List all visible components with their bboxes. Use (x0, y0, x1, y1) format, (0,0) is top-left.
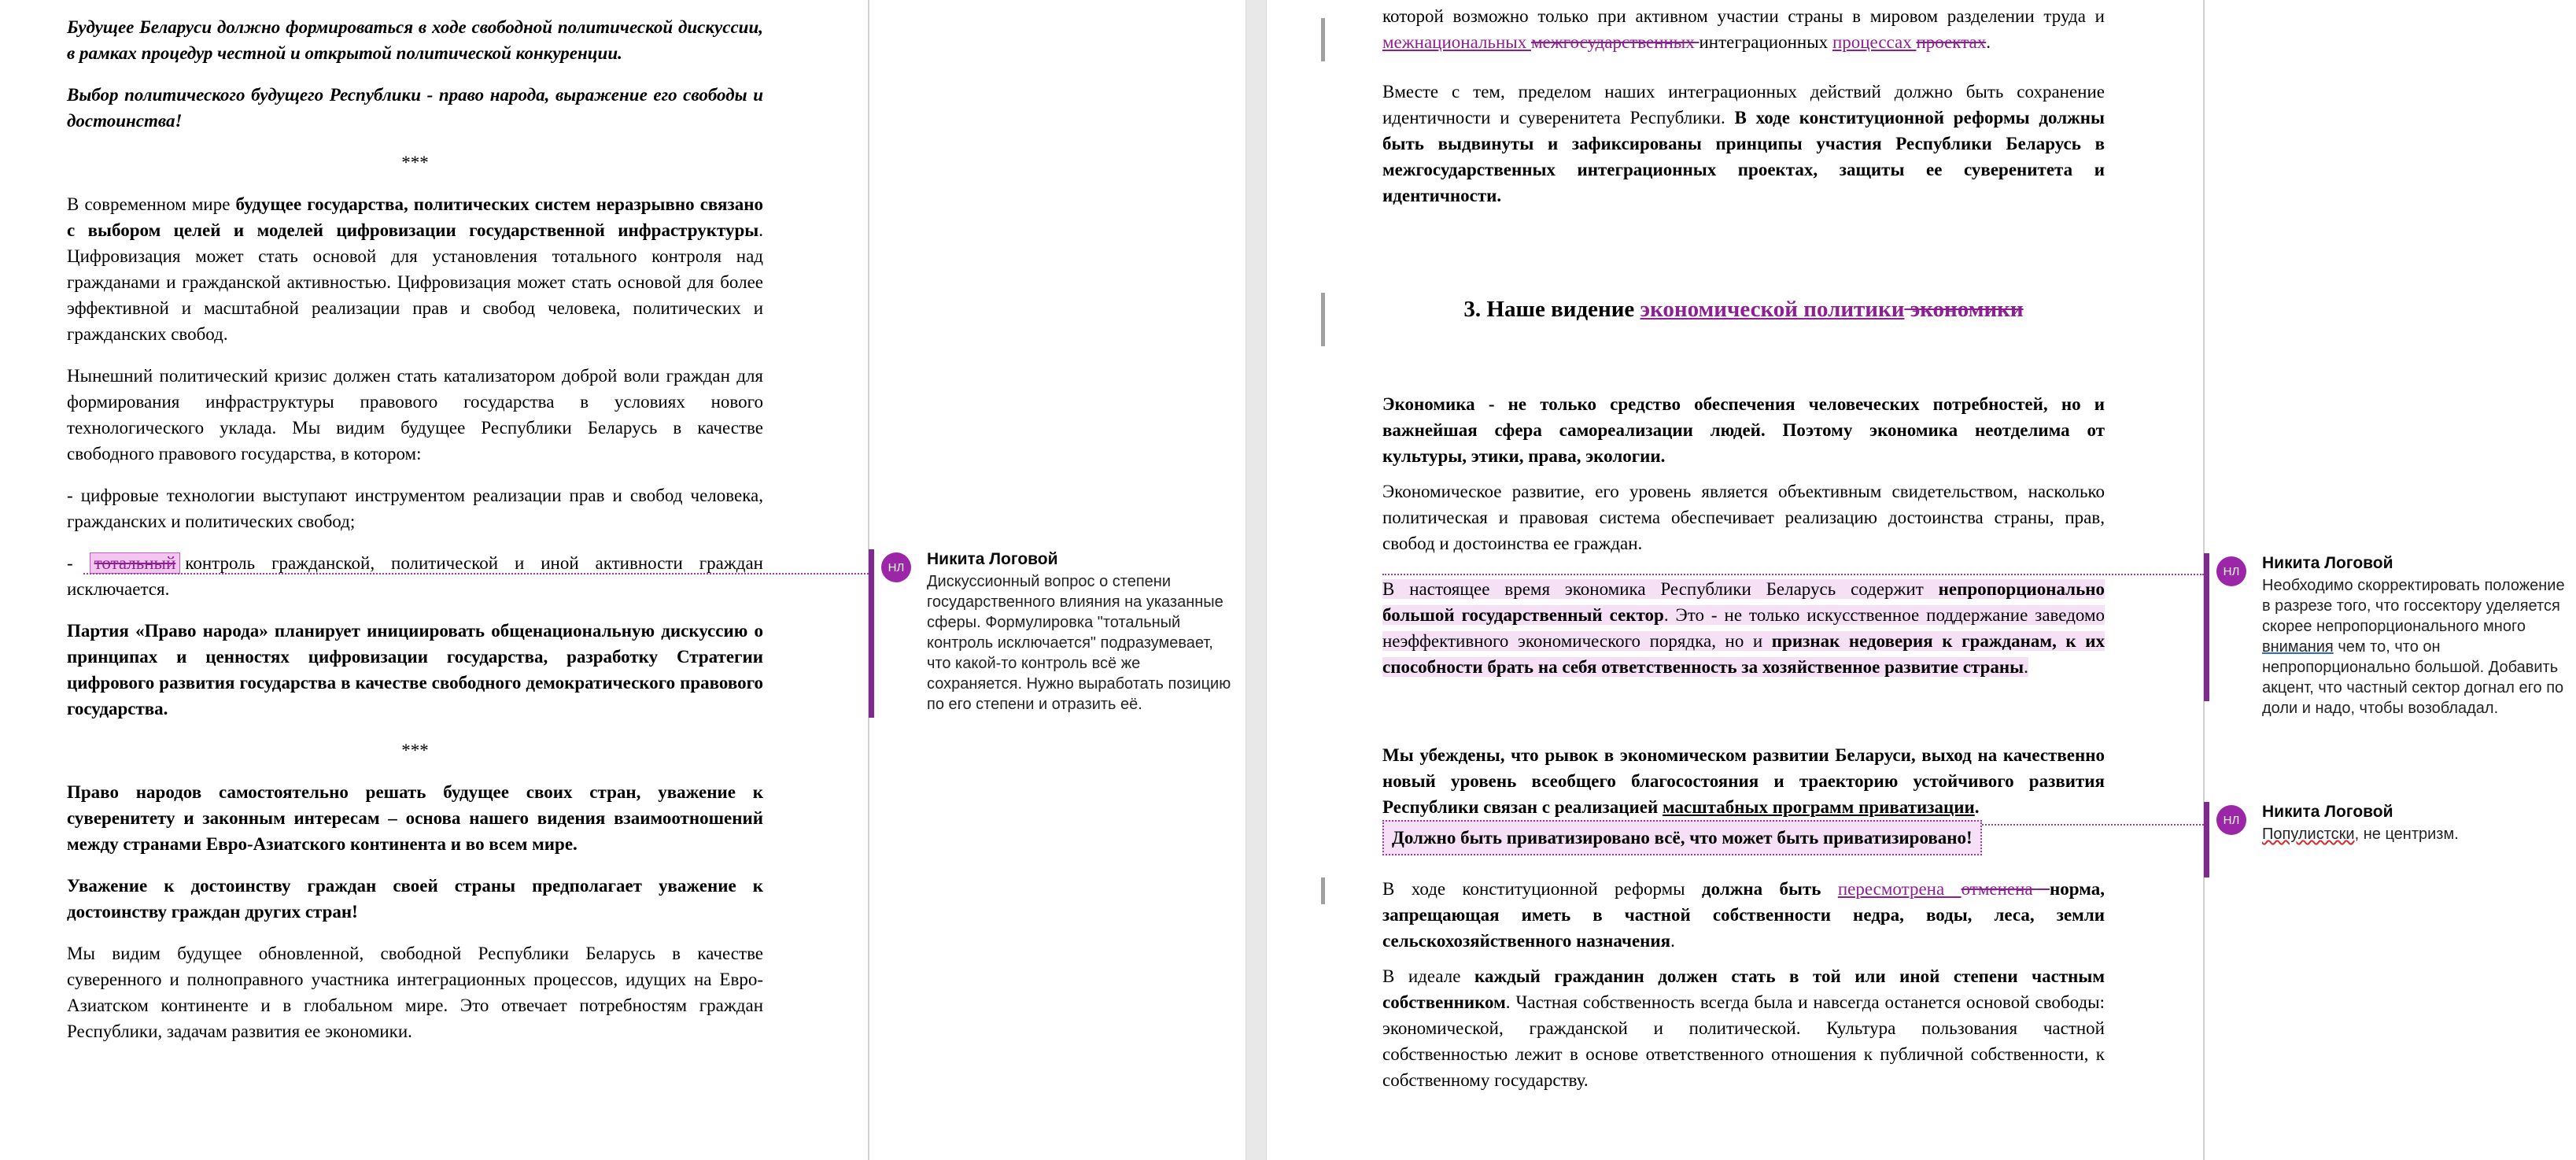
run-plain: . (1670, 931, 1675, 951)
change-bar (1321, 293, 1325, 346)
run-bold: непропорционально большой государственный сектор (1382, 579, 2105, 625)
avatar: НЛ (2216, 805, 2246, 835)
comment-author: Никита Логовой (2262, 803, 2393, 821)
tracked-insertion[interactable]: экономической политики (1640, 297, 1905, 322)
list-item-total-control[interactable] (67, 550, 763, 602)
paragraph-economy-def[interactable]: Экономика - не только средство обеспечения человеческих потребностей, но и важнейшая сфера самореализации людей. Поэтому экономика неотделима от культуры, этики, права, экологии. (1382, 394, 2105, 466)
run-plain: . (2024, 657, 2028, 677)
tracked-deletion[interactable]: отменена (1961, 879, 2050, 899)
highlight-box-privatize-all[interactable]: Должно быть приватизировано всё, что может быть приватизировано! (1382, 820, 1982, 855)
avatar: НЛ (881, 552, 911, 582)
run-plain: - (67, 553, 90, 573)
run-blue-underline: внимания (2262, 638, 2334, 656)
run-bold: . (1974, 797, 1980, 817)
paragraph-econ-development[interactable]: Экономическое развитие, его уровень является объективным свидетельством, насколько политическая и правовая система обеспечивает реализацию достоинства страны, прав, свобод и достоинства ее граждан. (1382, 482, 2105, 553)
run-bold: должна быть (1702, 879, 1838, 899)
comment-anchor-highlight (1382, 579, 2105, 677)
comment-text[interactable] (2262, 824, 2576, 844)
comment-selection-bar (2204, 802, 2209, 877)
run-underlined: масштабных программ приватизации (1663, 797, 1975, 817)
tracked-deletion[interactable]: экономики (1904, 297, 2024, 322)
paragraph-private-owner[interactable] (1382, 963, 2105, 1093)
run-plain: которой возможно только при активном участии страны в мировом разделении труда и (1382, 6, 2105, 26)
paragraph-intro-1[interactable]: Будущее Беларуси должно формироваться в ходе свободной политической дискуссии, в рамках процедур честной и открытой политической конкуренции. (67, 17, 763, 63)
tracked-insertion[interactable]: межнациональных (1382, 32, 1531, 52)
paragraph-crisis[interactable]: Нынешний политический кризис должен стать катализатором доброй воли граждан для формирования инфраструктуры правового государства в условиях нового технологического уклада. Мы видим будущее Республики Беларусь в качестве свободного правового государства, в котором: (67, 366, 763, 464)
run-plain: . Это - не только искусственное поддержание заведомо неэффективного экономического порядка, но и (1382, 605, 2105, 651)
tracked-deletion[interactable]: тотальный (94, 553, 176, 573)
change-bar (1321, 18, 1325, 61)
comment-anchor-line (83, 573, 869, 574)
paragraph-future-vision[interactable]: Мы видим будущее обновленной, свободной Республики Беларусь в качестве суверенного и полноправного участника интеграционных процессов, идущих на Евро-Азиатском континенте и в глобальном мире. Это отвечает потребностям граждан Республики, задачам развития ее экономики. (67, 944, 763, 1041)
comment-text[interactable]: Дискуссионный вопрос о степени государственного влияния на указанные сферы. Формулировка "тотальный контроль исключается" подразумевает, что какой-то контроль всё же сохраняется. Нужно выработать позицию по его степени и отразить её. (927, 573, 1231, 713)
run-plain: 3. Наше видение (1463, 297, 1640, 322)
run-plain: . (1986, 32, 1991, 52)
paragraph-constitutional-norm[interactable] (1382, 876, 2105, 954)
run-bold: Мы убеждены, что рывок в экономическом развитии Беларуси, выход на качественно новый уровень всеобщего благосостояния и траекторию устойчивого развития Республики связан с реализацией (1382, 745, 2105, 817)
run-bold: каждый гражданин должен стать в той или иной степени частным собственником (1382, 966, 2105, 1012)
run-plain: Необходимо скорректировать положение в разрезе того, что госсектору уделяется скорее непропорционального много (2262, 577, 2565, 635)
section-separator: *** (401, 153, 429, 172)
page-gap-divider (1246, 0, 1267, 1160)
section-separator: *** (401, 741, 429, 760)
comment-author: Никита Логовой (927, 550, 1058, 568)
section-heading-3[interactable] (1382, 294, 2105, 325)
page-2 (1267, 0, 2576, 1160)
run-plain: В настоящее время экономика Республики Беларусь содержит (1382, 579, 1939, 599)
run-plain: . Цифровизация может стать основой для установления тотального контроля над гражданами и гражданской активностью. Цифровизация может стать основой для более эффективной и масштабной реализации прав и свобод человека, политических и гражданских свобод. (67, 220, 763, 344)
paragraph-integration-tracked[interactable] (1382, 3, 2105, 55)
highlighted-paragraph-state-sector[interactable] (1382, 576, 2105, 680)
comment-text[interactable] (2262, 575, 2576, 719)
tracked-insertion[interactable]: пересмотрена (1837, 879, 1962, 899)
run-plain: . Частная собственность всегда была и навсегда останется основой свободы: экономической, гражданской и политической. Культура пользования частной собственностью лежит в основе ответственного отношения к публичной собственности, к собственному государству. (1382, 992, 2105, 1090)
page-1 (0, 0, 1246, 1160)
run-bold: норма, запрещающая иметь в частной собственности недра, воды, леса, земли сельскохозяйственного назначения (1382, 879, 2105, 951)
run-bold: В ходе конституционной реформы должны быть выдвинуты и зафиксированы принципы участия Республики Беларусь в межгосударственных интеграционных проектах, защиты ее суверенитета и идентичности. (1382, 108, 2105, 205)
change-bar (1321, 877, 1325, 904)
comment-anchor-highlight[interactable] (90, 552, 181, 574)
page-1-document-text (67, 14, 763, 1060)
tracked-deletion[interactable]: проектах (1916, 32, 1987, 52)
run-plain: В современном мире (67, 194, 236, 214)
tracked-insertion[interactable]: процессах (1832, 32, 1917, 52)
comment-selection-bar (2204, 553, 2209, 701)
paragraph-intro-2[interactable]: Выбор политического будущего Республики - право народа, выражение его свободы и достоинства! (67, 85, 763, 131)
run-plain: контроль гражданской, политической и иной активности граждан исключается. (67, 553, 763, 599)
paragraph-identity[interactable] (1382, 79, 2105, 209)
run-plain: не центризм. (2359, 826, 2459, 843)
run-plain: чем то, что он непропорционально большой. Добавить акцент, что частный сектор догнал его по доли и надо, чтобы возобладал. (2262, 638, 2564, 717)
run-plain: В ходе конституционной реформы (1382, 879, 1702, 899)
run-spellcheck-word: Популистски, (2262, 826, 2360, 843)
run-bold: признак недоверия к гражданам, к их способности брать на себя ответственность за хозяйственное развитие страны (1382, 631, 2105, 677)
paragraph-peoples-right[interactable]: Право народов самостоятельно решать будущее своих стран, уважение к суверенитету и законным интересам – основа нашего видения взаимоотношений между странами Евро-Азиатского континента и во всем мире. (67, 782, 763, 854)
list-item-digital-tech[interactable]: - цифровые технологии выступают инструментом реализации прав и свобод человека, гражданских и политических свобод; (67, 486, 763, 531)
comment-anchor-line (1382, 574, 2204, 575)
paragraph-privatization[interactable] (1382, 742, 2105, 820)
run-plain: интеграционных (1699, 32, 1832, 52)
comment-author: Никита Логовой (2262, 554, 2393, 572)
paragraph-digitalization[interactable] (67, 191, 763, 347)
avatar: НЛ (2216, 556, 2246, 586)
paragraph-dignity[interactable]: Уважение к достоинству граждан своей страны предполагает уважение к достоинству граждан других стран! (67, 876, 763, 922)
tracked-deletion[interactable]: межгосударственных (1531, 32, 1699, 52)
paragraph-party-plan[interactable]: Партия «Право народа» планирует инициировать общенациональную дискуссию о принципах и ценностях цифровизации государства, разработку Стратегии цифрового развития государства в качестве свободного демократического правового государства. (67, 621, 763, 719)
run-plain: В идеале (1382, 966, 1474, 986)
run-bold: будущее государства, политических систем неразрывно связано с выбором целей и моделей цифровизации государственной инфраструктуры (67, 194, 763, 240)
run-plain: Вместе с тем, пределом наших интеграционных действий должно быть сохранение идентичности и суверенитета Республики. (1382, 82, 2105, 127)
comment-selection-bar (869, 549, 874, 718)
